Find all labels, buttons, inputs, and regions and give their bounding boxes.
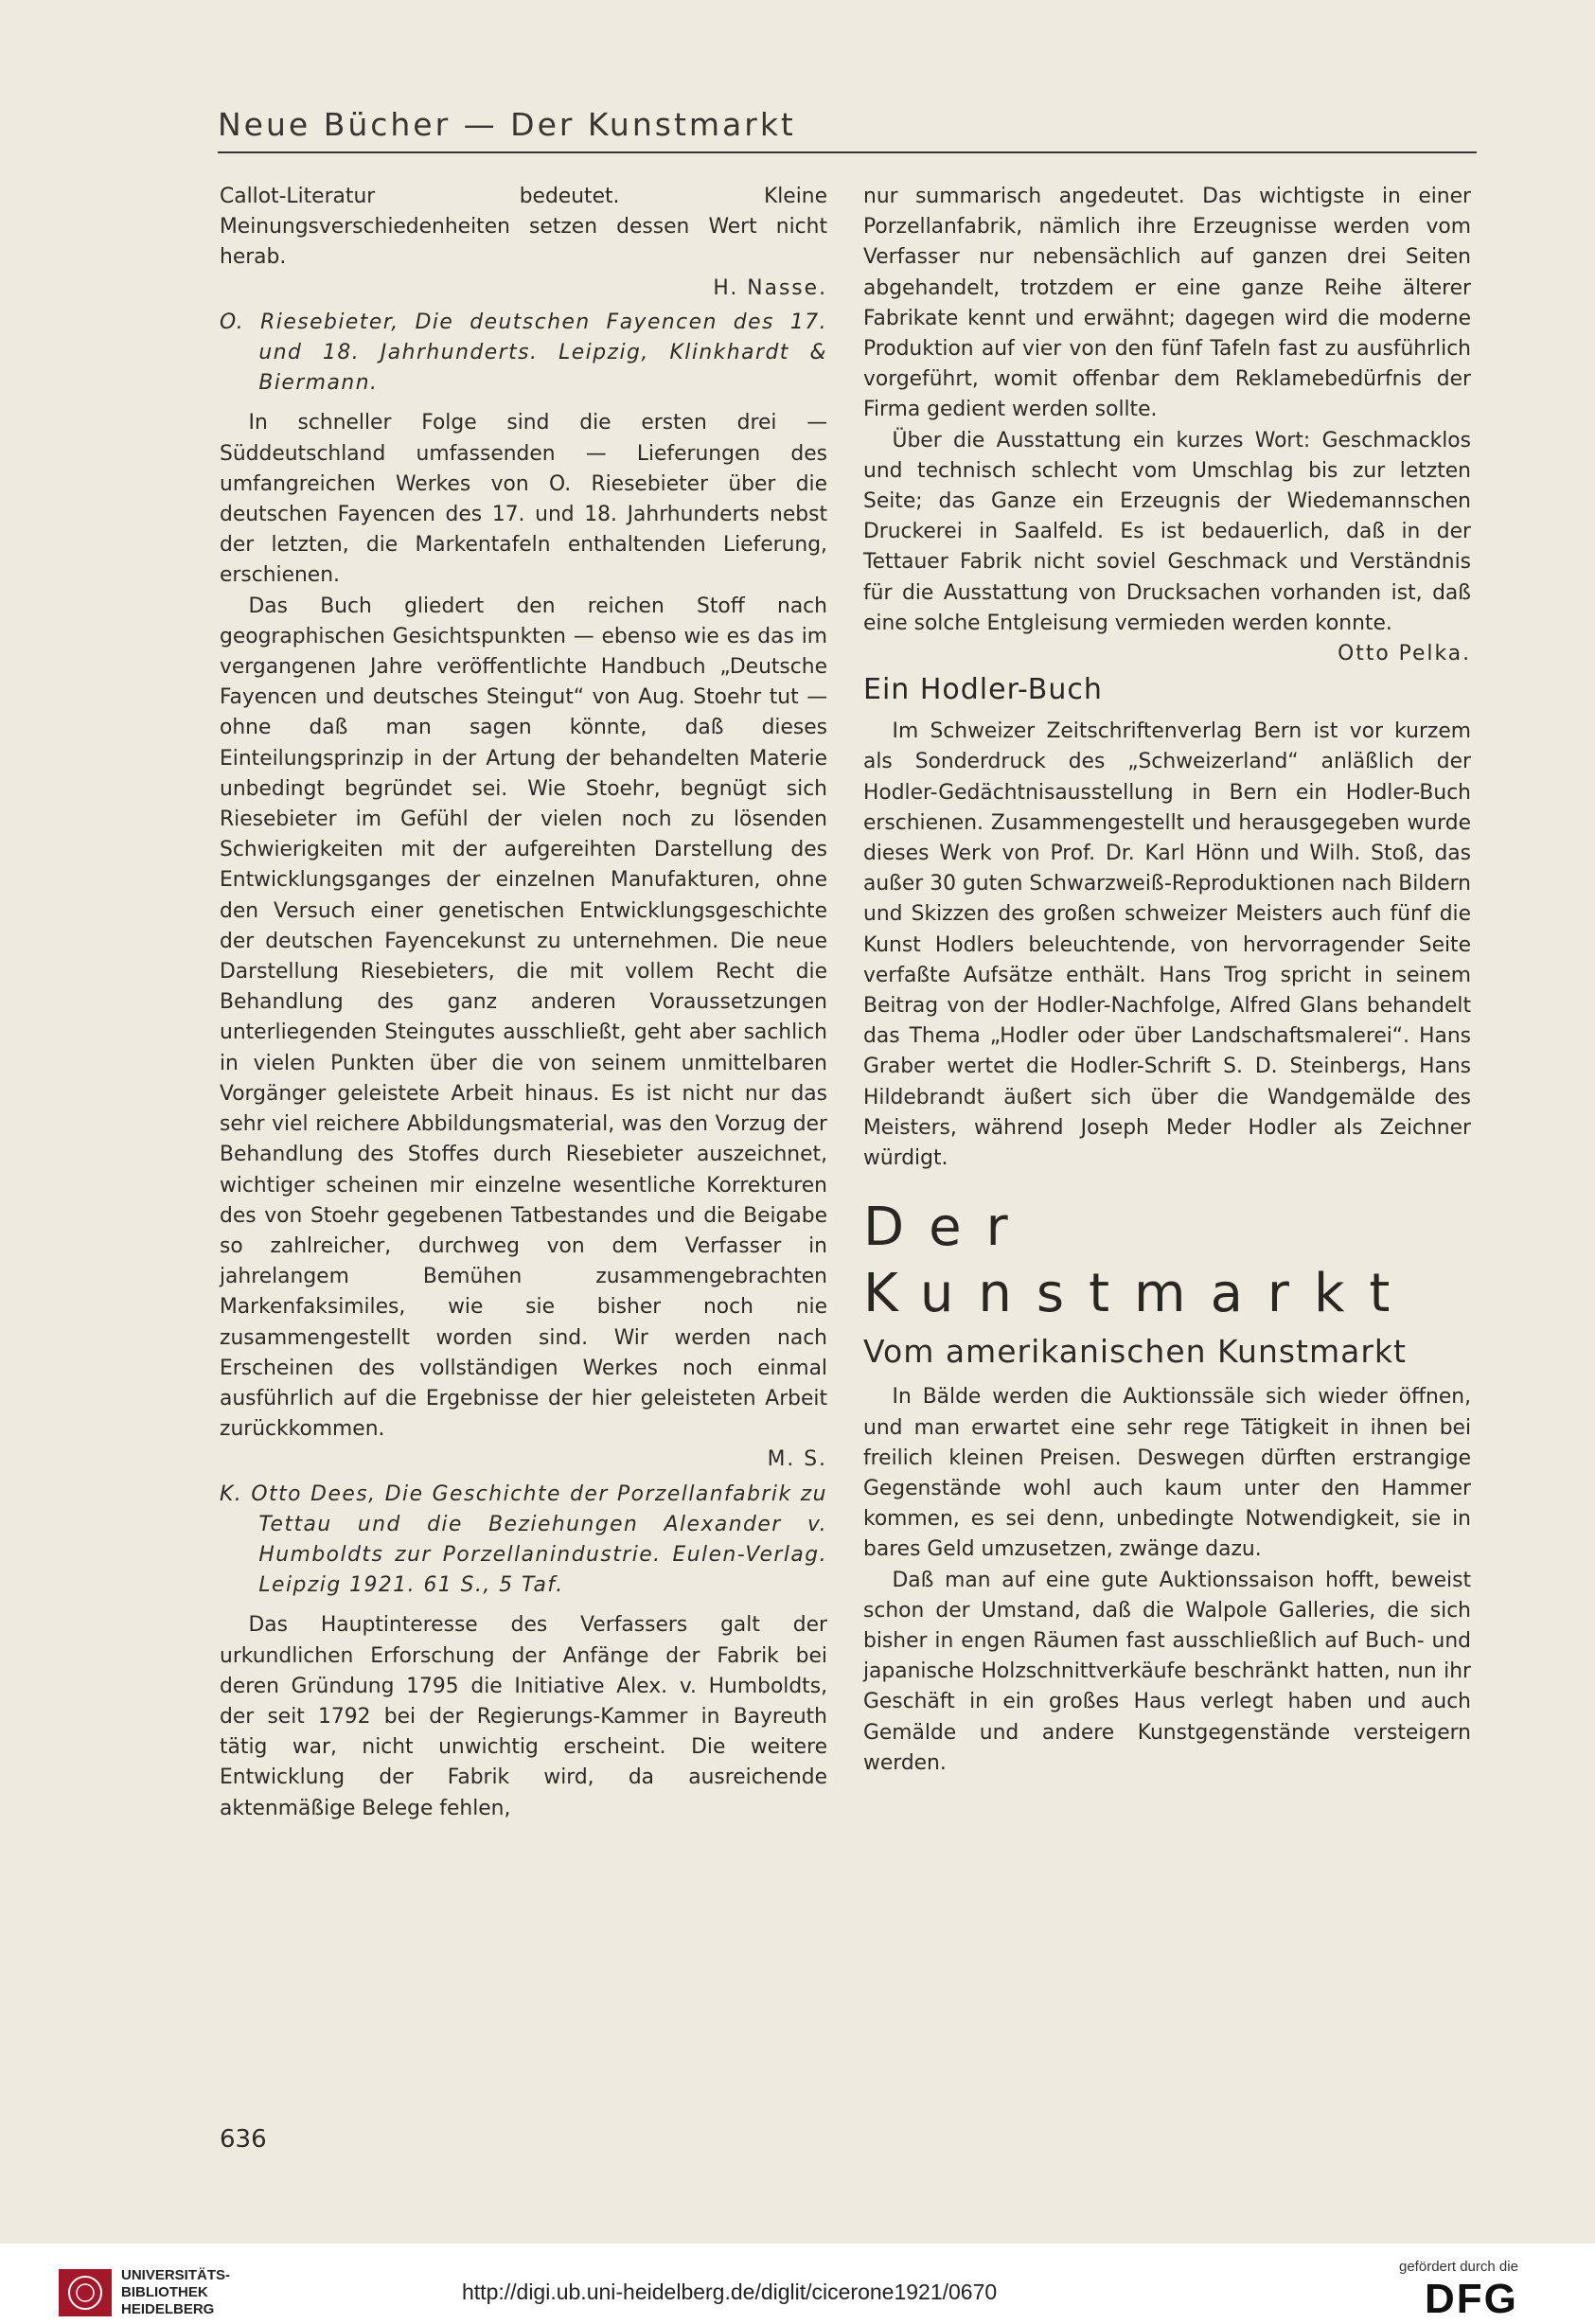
- paragraph: Über die Ausstattung ein kurzes Wort: Geschmacklos und technisch schlecht vom Umschlag bis zur letzten Seite; das Ganze ein Erzeugnis der Wiedemannschen Druckerei in Saalfeld. Es ist bedauerlich, daß in der Tettauer Fabrik nicht soviel Geschmack und Verständnis für die Ausstattung von Drucksachen vorhanden ist, daß eine solche Entgleisung vermieden werden konnte.: [863, 428, 1471, 635]
- section-heading: Ein Hodler-Buch: [863, 673, 1103, 707]
- section-subtitle: Vom amerikanischen Kunstmarkt: [863, 1333, 1407, 1371]
- library-name: UNIVERSITÄTS- BIBLIOTHEK HEIDELBERG: [121, 2267, 231, 2317]
- signature: H. Nasse.: [713, 275, 827, 300]
- book-reference: O. Riesebieter, Die deutschen Fayencen des 17. und 18. Jahrhunderts. Leipzig, Klinkhardt & Biermann.: [220, 310, 827, 396]
- signature: Otto Pelka.: [1338, 642, 1471, 666]
- section-title: Der Kunstmarkt: [863, 1197, 1415, 1325]
- sponsor-text: gefördert durch die: [1399, 2259, 1518, 2275]
- paragraph: Callot-Literatur bedeutet. Kleine Meinungsverschiedenheiten setzen dessen Wert nicht herab.: [220, 185, 827, 270]
- paragraph: Im Schweizer Zeitschriftenverlag Bern ist vor kurzem als Sonderdruck des „Schweizerland“ anläßlich der Hodler-Gedächtnisausstellung in Bern ein Hodler-Buch erschienen. Zusammengestellt und herausgegeben wurde dieses Werk von Prof. Dr. Karl Hönn und Wilh. Stoß, das außer 30 guten Schwarzweiß-Reproduktionen nach Bildern und Skizzen des großen schweizer Meisters auch fünf die Kunst Hodlers beleuchtende, von hervorragender Seite verfaßte Aufsätze enthält. Hans Trog spricht in seinem Beitrag von der Hodler-Nachfolge, Alfred Glans behandelt das Thema „Hodler oder über Landschaftsmalerei“. Hans Graber wertet die Hodler-Schrift S. D. Steinbergs, Hans Hildebrandt äußert sich über die Wandgemälde des Meisters, während Joseph Meder Hodler als Zeichner würdigt.: [863, 719, 1471, 1171]
- paragraph: Das Buch gliedert den reichen Stoff nach geographischen Gesichtspunkten — ebenso wie es das im vergangenen Jahre veröffentlichte Handbuch „Deutsche Fayencen und deutsches Steingut“ von Aug. Stoehr tut — ohne daß man sagen könnte, daß dieses Einteilungsprinzip in der Artung der behandelten Materie unbedingt begründet sei. Wie Stoehr, begnügt sich Riesebieter im Gefühl der vielen noch zu lösenden Schwierigkeiten mit der aufgereihten Darstellung des Entwicklungsganges der einzelnen Manufakturen, ohne den Versuch einer genetischen Entwicklungsgeschichte der deutschen Fayencekunst zu unternehmen. Die neue Darstellung Riesebieters, die mit vollem Recht die Behandlung des ganz anderen Voraussetzungen unterliegenden Steingutes ausschließt, geht aber sachlich in vielen Punkten über die von seinem unmittelbaren Vorgänger geleistete Arbeit hinaus. Es ist nicht nur das sehr viel reichere Abbildungsmaterial, was den Vorzug der Behandlung des Stoffes durch Riesebieter auszeichnet, wichtiger scheinen mir einzelne wesentliche Korrekturen des von Stoehr gegebenen Tatbestandes und die Beigabe so zahlreicher, durchweg von dem Verfasser in jahrelangem Bemühen zusammengebrachten Markenfaksimiles, wie sie bisher noch nie zusammengestellt worden sind. Wir werden nach Erscheinen des vollständigen Werkes noch einmal ausführlich auf die Ergebnisse der hier geleisteten Arbeit zurückkommen.: [220, 594, 827, 1442]
- paragraph: In schneller Folge sind die ersten drei — Süddeutschland umfassenden — Lieferungen des umfangreichen Werkes von O. Riesebieter über die deutschen Fayencen des 17. und 18. Jahrhunderts nebst der letzten, die Markentafeln enthaltenden Lieferung, erschienen.: [220, 411, 827, 588]
- signature: M. S.: [767, 1447, 827, 1472]
- university-seal-icon: [57, 2267, 114, 2318]
- source-url-link[interactable]: http://digi.ub.uni-heidelberg.de/diglit/cicerone1921/0670: [462, 2280, 998, 2304]
- page-number: 636: [220, 2125, 267, 2154]
- paragraph: Daß man auf eine gute Auktionssaison hofft, beweist schon der Umstand, daß die Walpole Galleries, die sich bisher in engen Räumen fast ausschließlich auf Buch- und japanische Holzschnittverkäufe beschränkt hatten, nun ihr Geschäft in ein großes Haus verlegt haben und auch Gemälde und andere Kunstgegenstände versteigern werden.: [863, 1568, 1471, 1775]
- paragraph: In Bälde werden die Auktionssäle sich wieder öffnen, und man erwartet eine sehr rege Tätigkeit in ihnen bei freilich kleinen Preisen. Deswegen dürften erstrangige Gegenstände wohl auch kaum unter den Hammer kommen, es sei denn, unbedingte Notwendigkeit, sie in bares Geld umzusetzen, zwänge dazu.: [863, 1385, 1471, 1562]
- right-column: [863, 182, 1471, 1779]
- running-header: Neue Bücher — Der Kunstmarkt: [218, 106, 796, 143]
- book-reference: K. Otto Dees, Die Geschichte der Porzellanfabrik zu Tettau und die Beziehungen Alexander v. Humboldts zur Porzellanindustrie. Eulen-Verlag. Leipzig 1921. 61 S., 5 Taf.: [220, 1481, 827, 1598]
- paragraph: nur summarisch angedeutet. Das wichtigste in einer Porzellanfabrik, nämlich ihre Erzeugnisse werden vom Verfasser nur nebensächlich auf ganzen drei Seiten abgehandelt, trotzdem er eine ganze Reihe älterer Fabrikate kennt und erwähnt; dagegen wird die moderne Produktion auf vier von den fünf Tafeln fast zu ausführlich vorgeführt, womit offenbar dem Reklamebedürfnis der Firma gedient werden sollte.: [863, 185, 1471, 422]
- header-rule: [218, 151, 1477, 153]
- paragraph: Das Hauptinteresse des Verfassers galt der urkundlichen Erforschung der Anfänge der Fabrik bei deren Gründung 1795 die Initiative Alex. v. Humboldts, der seit 1792 bei der Regierungs-Kammer in Bayreuth tätig war, nicht unwichtig erscheint. Die weitere Entwicklung der Fabrik wird, da ausreichende aktenmäßige Belege fehlen,: [220, 1613, 827, 1820]
- dfg-logo: DFG: [1425, 2276, 1518, 2322]
- left-column: [220, 182, 827, 1824]
